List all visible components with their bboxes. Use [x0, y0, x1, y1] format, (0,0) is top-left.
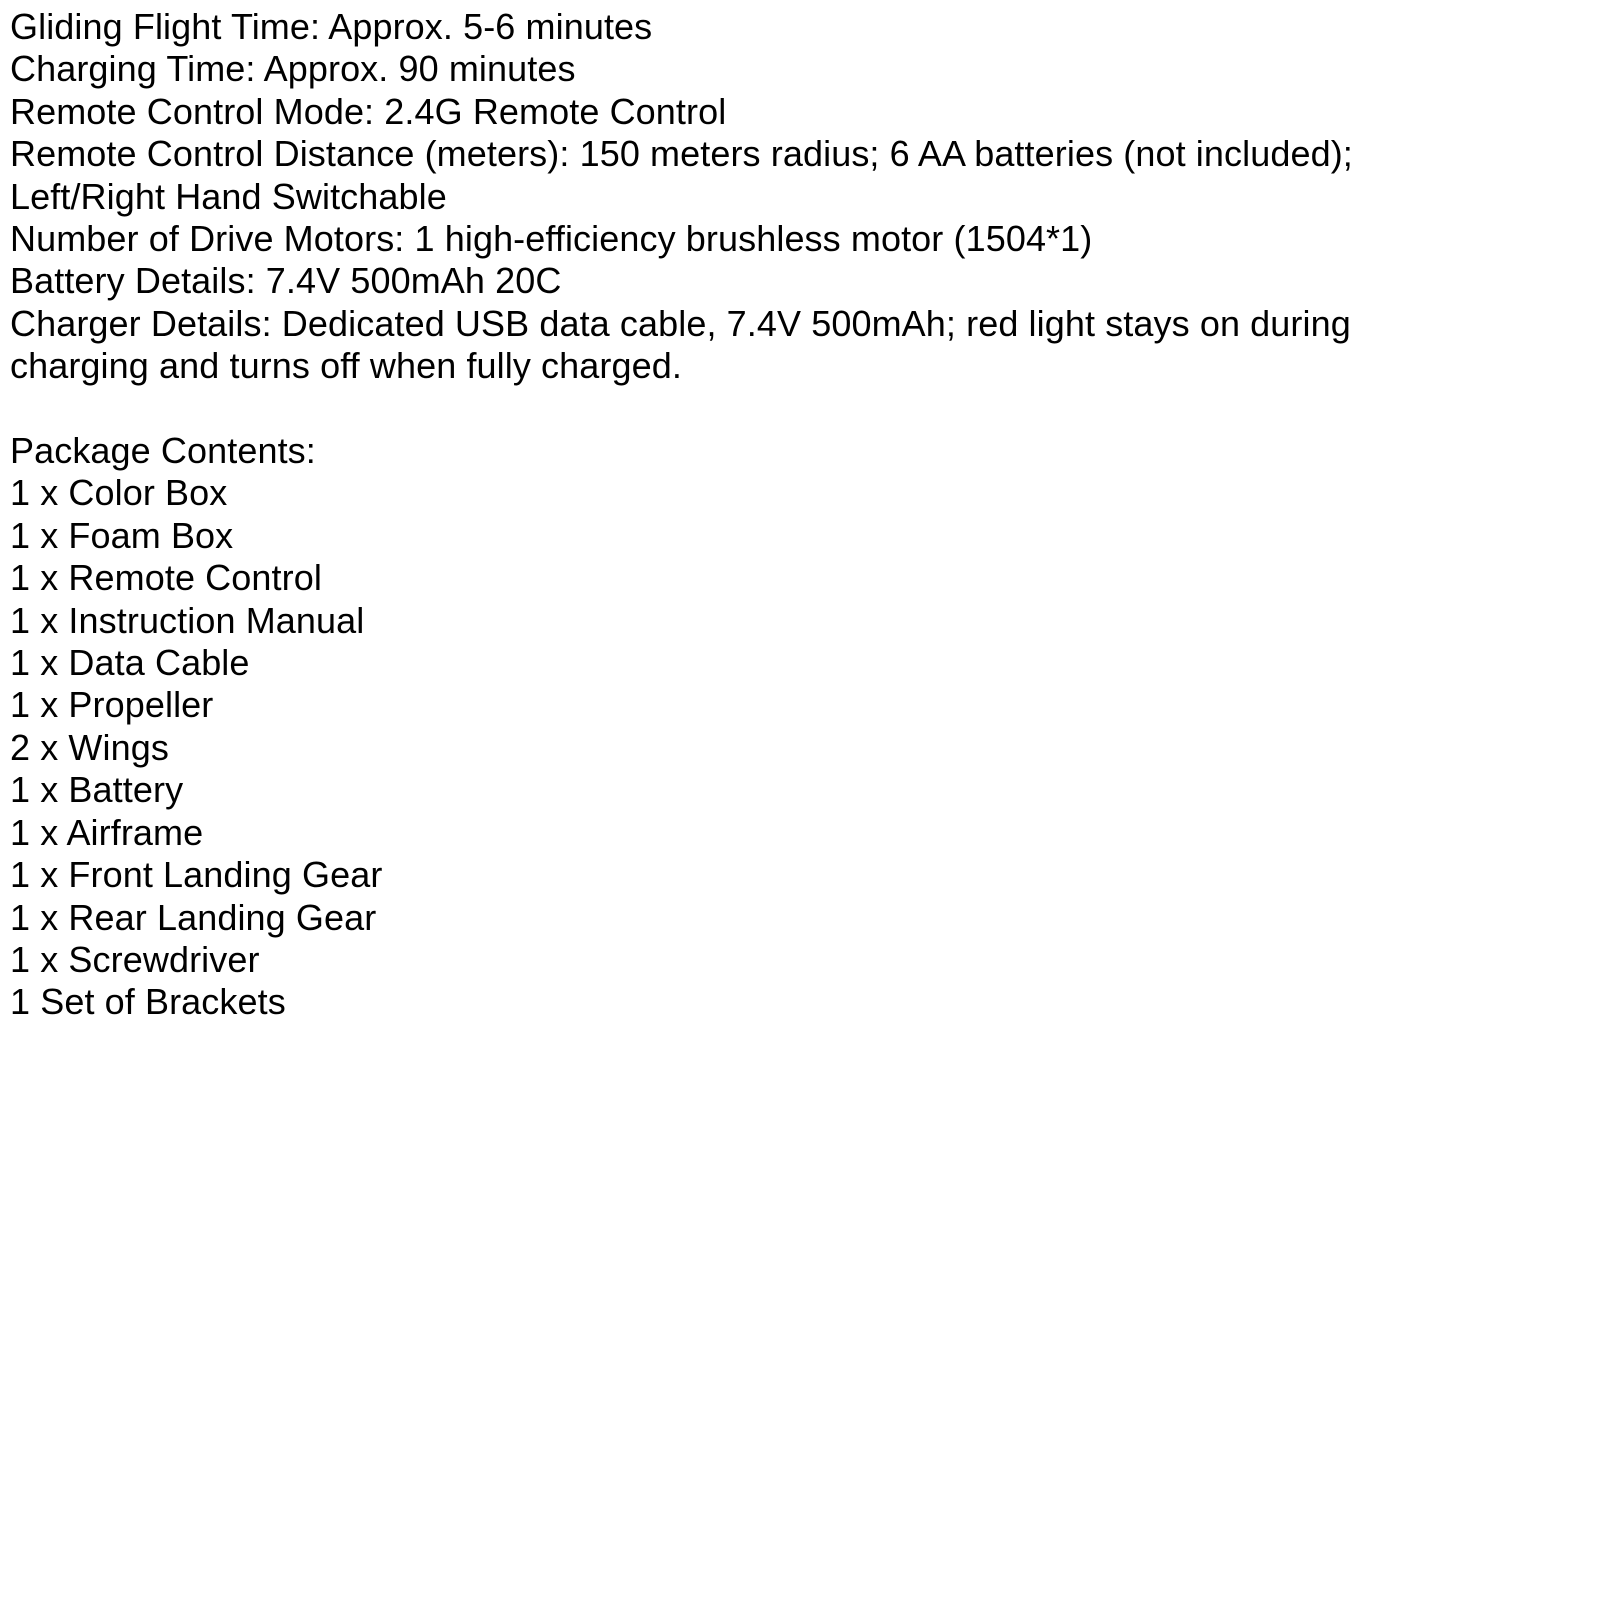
list-item: 1 x Screwdriver	[10, 938, 260, 980]
spec-drive-motors: Number of Drive Motors: 1 high-efficiency brushless motor (1504*1)	[10, 218, 1093, 260]
package-contents-section	[10, 430, 1590, 1024]
spec-remote-control-mode: Remote Control Mode: 2.4G Remote Control	[10, 90, 727, 132]
spec-charger-details-continued: charging and turns off when fully charged.	[10, 345, 682, 387]
list-item: 1 x Foam Box	[10, 514, 234, 556]
list-item: 1 x Rear Landing Gear	[10, 896, 377, 938]
specifications-section	[10, 6, 1590, 388]
list-item: 1 x Propeller	[10, 684, 214, 726]
list-item: 1 Set of Brackets	[10, 981, 286, 1023]
spec-charging-time: Charging Time: Approx. 90 minutes	[10, 48, 576, 90]
product-spec-document	[10, 6, 1590, 1024]
spec-gliding-flight-time: Gliding Flight Time: Approx. 5-6 minutes	[10, 6, 653, 47]
list-item: 1 x Front Landing Gear	[10, 854, 383, 896]
spec-hand-switchable: Left/Right Hand Switchable	[10, 175, 447, 217]
list-item: 1 x Instruction Manual	[10, 599, 365, 641]
list-item: 1 x Airframe	[10, 811, 204, 853]
spec-charger-details: Charger Details: Dedicated USB data cable, 7.4V 500mAh; red light stays on during	[10, 302, 1351, 344]
spec-remote-control-distance: Remote Control Distance (meters): 150 meters radius; 6 AA batteries (not included);	[10, 133, 1353, 175]
list-item: 2 x Wings	[10, 726, 169, 768]
list-item: 1 x Data Cable	[10, 642, 250, 684]
list-item: 1 x Color Box	[10, 472, 228, 514]
spec-battery-details: Battery Details: 7.4V 500mAh 20C	[10, 260, 562, 302]
package-contents-list	[10, 472, 1590, 1023]
list-item: 1 x Battery	[10, 769, 184, 811]
package-contents-heading: Package Contents:	[10, 430, 316, 472]
list-item: 1 x Remote Control	[10, 557, 322, 599]
section-spacer	[10, 388, 1590, 430]
